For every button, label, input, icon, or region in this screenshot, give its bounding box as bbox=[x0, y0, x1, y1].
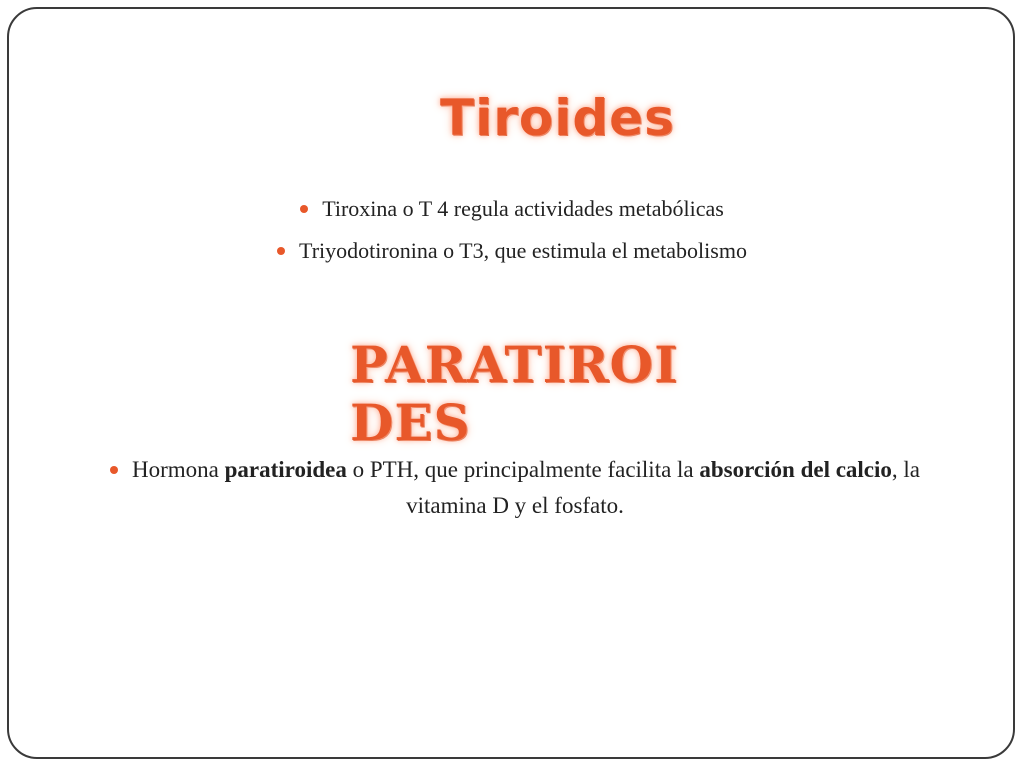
bullet-text: Triyodotironina o T3, que estimula el metabolismo bbox=[299, 238, 747, 263]
bullet-text-part: o PTH, que principalmente facilita la bbox=[346, 457, 700, 482]
bullet-dot-icon bbox=[277, 247, 285, 255]
bullet-dot-icon bbox=[110, 466, 118, 474]
list-item bbox=[0, 230, 1024, 272]
list-item bbox=[0, 188, 1024, 230]
list-item bbox=[90, 452, 940, 524]
bullet-text-bold: paratiroidea bbox=[224, 457, 347, 482]
bullet-text-part: Hormona bbox=[131, 457, 225, 482]
tiroides-bullet-list bbox=[0, 188, 1024, 272]
title-tiroides: Tiroides bbox=[440, 89, 675, 147]
bullet-text-part: , la vitamina D y el fosfato. bbox=[406, 457, 921, 518]
title-paratiroides: PARATIROIDES bbox=[350, 335, 679, 452]
bullet-text-bold: absorción del calcio bbox=[699, 457, 892, 482]
bullet-text: Tiroxina o T 4 regula actividades metabólicas bbox=[322, 196, 724, 221]
paratiroides-bullet-list bbox=[90, 452, 940, 524]
bullet-dot-icon bbox=[300, 205, 308, 213]
